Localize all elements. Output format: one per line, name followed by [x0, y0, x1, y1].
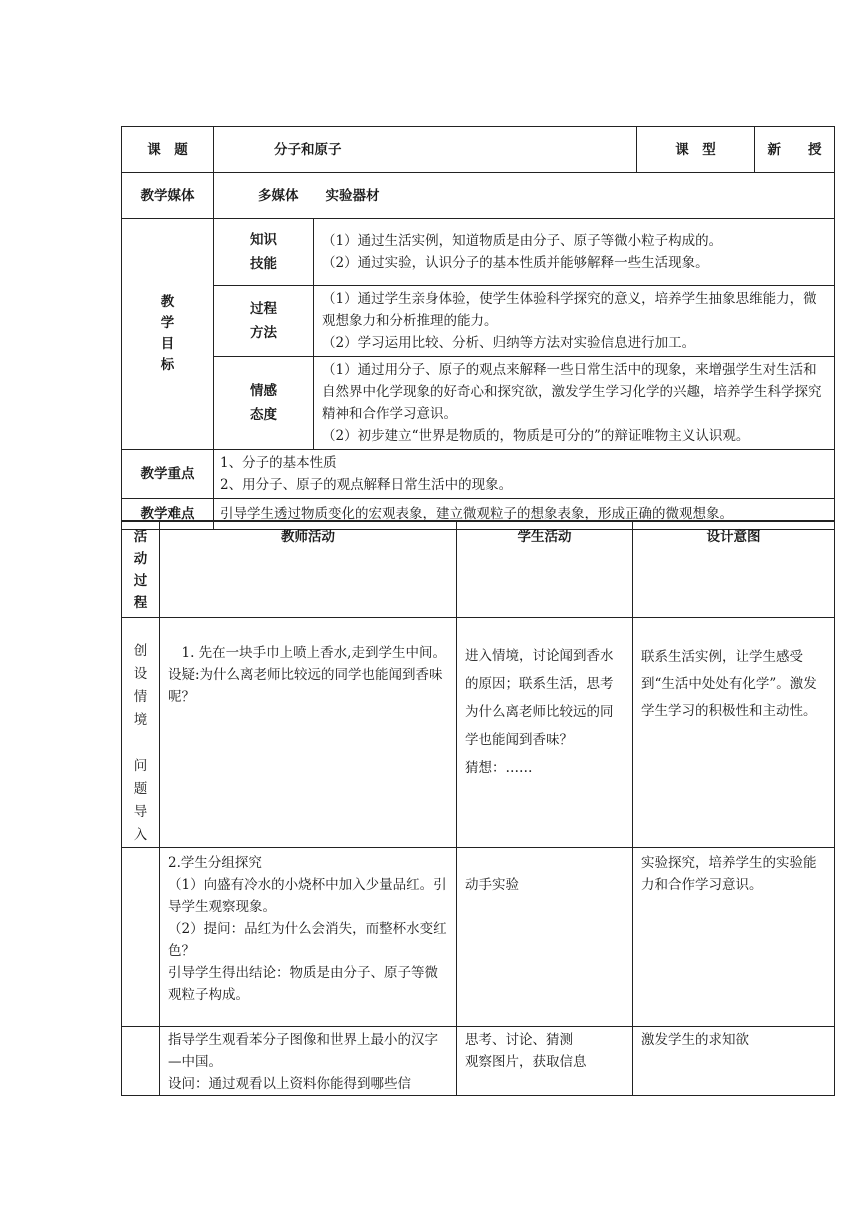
objective-row-knowledge: [122, 219, 835, 286]
teacher-activity-observation: 指导学生观看苯分子图像和世界上最小的汉字—中国。 设问：通过观看以上资料你能得到哪些信: [160, 1026, 457, 1095]
teacher-activity-header: 教师活动: [160, 521, 457, 617]
lesson-info-table: [121, 126, 835, 530]
process-table: [121, 520, 835, 1096]
key-points-text: 1、分子的基本性质 2、用分子、原子的观点解释日常生活中的现象。: [214, 450, 835, 499]
student-activity-header: 学生活动: [457, 521, 633, 617]
lesson-type-value: 新 授: [755, 127, 835, 173]
topic-row: [122, 127, 835, 173]
objective-row-process: [122, 286, 835, 357]
objective-name-attitude: 情感 态度: [214, 357, 314, 450]
objective-name-knowledge: 知识 技能: [214, 219, 314, 286]
student-activity-observation: 思考、讨论、猜测 观察图片，获取信息: [457, 1026, 633, 1095]
objective-row-attitude: [122, 357, 835, 450]
process-row-intro: [122, 617, 835, 847]
student-activity-experiment: 动手实验: [457, 847, 633, 1026]
objectives-label: 教 学 目 标: [122, 219, 214, 450]
topic-value: 分子和原子: [214, 127, 637, 173]
design-intent-header: 设计意图: [633, 521, 835, 617]
design-intent-intro: 联系生活实例，让学生感受到“生活中处处有化学”。激发学生学习的积极性和主动性。: [633, 617, 835, 847]
stage-cell-experiment: [122, 847, 160, 1026]
key-points-label: 教学重点: [122, 450, 214, 499]
difficulty-label: 教学难点: [122, 499, 214, 530]
objective-text-process: （1）通过学生亲身体验，使学生体验科学探究的意义，培养学生抽象思维能力，微观想象力和分析推理的能力。 （2）学习运用比较、分析、归纳等方法对实验信息进行加工。: [314, 286, 835, 357]
process-row-experiment: [122, 847, 835, 1026]
difficulty-text: 引导学生透过物质变化的宏观表象，建立微观粒子的想象表象，形成正确的微观想象。: [214, 499, 835, 530]
teacher-activity-experiment: 2.学生分组探究 （1）向盛有冷水的小烧杯中加入少量品红。引导学生观察现象。 （2）提问：品红为什么会消失，而整杯水变红色？ 引导学生得出结论：物质是由分子、原子等微观粒子构成。: [160, 847, 457, 1026]
teacher-activity-intro: 1. 先在一块手巾上喷上香水,走到学生中间。 设疑:为什么离老师比较远的同学也能闻到香味呢？: [160, 617, 457, 847]
stage-header: 活 动 过 程: [122, 521, 160, 617]
stage-cell-observation: [122, 1026, 160, 1095]
media-value: 多媒体 实验器材: [214, 173, 835, 219]
objective-name-process: 过程 方法: [214, 286, 314, 357]
objective-text-attitude: （1）通过用分子、原子的观点来解释一些日常生活中的现象，来增强学生对生活和自然界中化学现象的好奇心和探究欲，激发学生学习化学的兴趣，培养学生科学探究精神和合作学习意识。 （2）初步建立“世界是物质的，物质是可分的”的辩证唯物主义认识观。: [314, 357, 835, 450]
media-label: 教学媒体: [122, 173, 214, 219]
key-points-row: [122, 450, 835, 499]
process-row-observation: [122, 1026, 835, 1095]
media-row: [122, 173, 835, 219]
design-intent-experiment: 实验探究，培养学生的实验能力和合作学习意识。: [633, 847, 835, 1026]
design-intent-observation: 激发学生的求知欲: [633, 1026, 835, 1095]
stage-cell-intro: 创 设 情 境 问 题 导 入: [122, 617, 160, 847]
lesson-type-label: 课 型: [637, 127, 755, 173]
topic-label: 课 题: [122, 127, 214, 173]
objective-text-knowledge: （1）通过生活实例，知道物质是由分子、原子等微小粒子构成的。 （2）通过实验，认识分子的基本性质并能够解释一些生活现象。: [314, 219, 835, 286]
student-activity-intro: 进入情境，讨论闻到香水的原因；联系生活，思考为什么离老师比较远的同学也能闻到香味？ 猜想：……: [457, 617, 633, 847]
process-header-row: [122, 521, 835, 617]
